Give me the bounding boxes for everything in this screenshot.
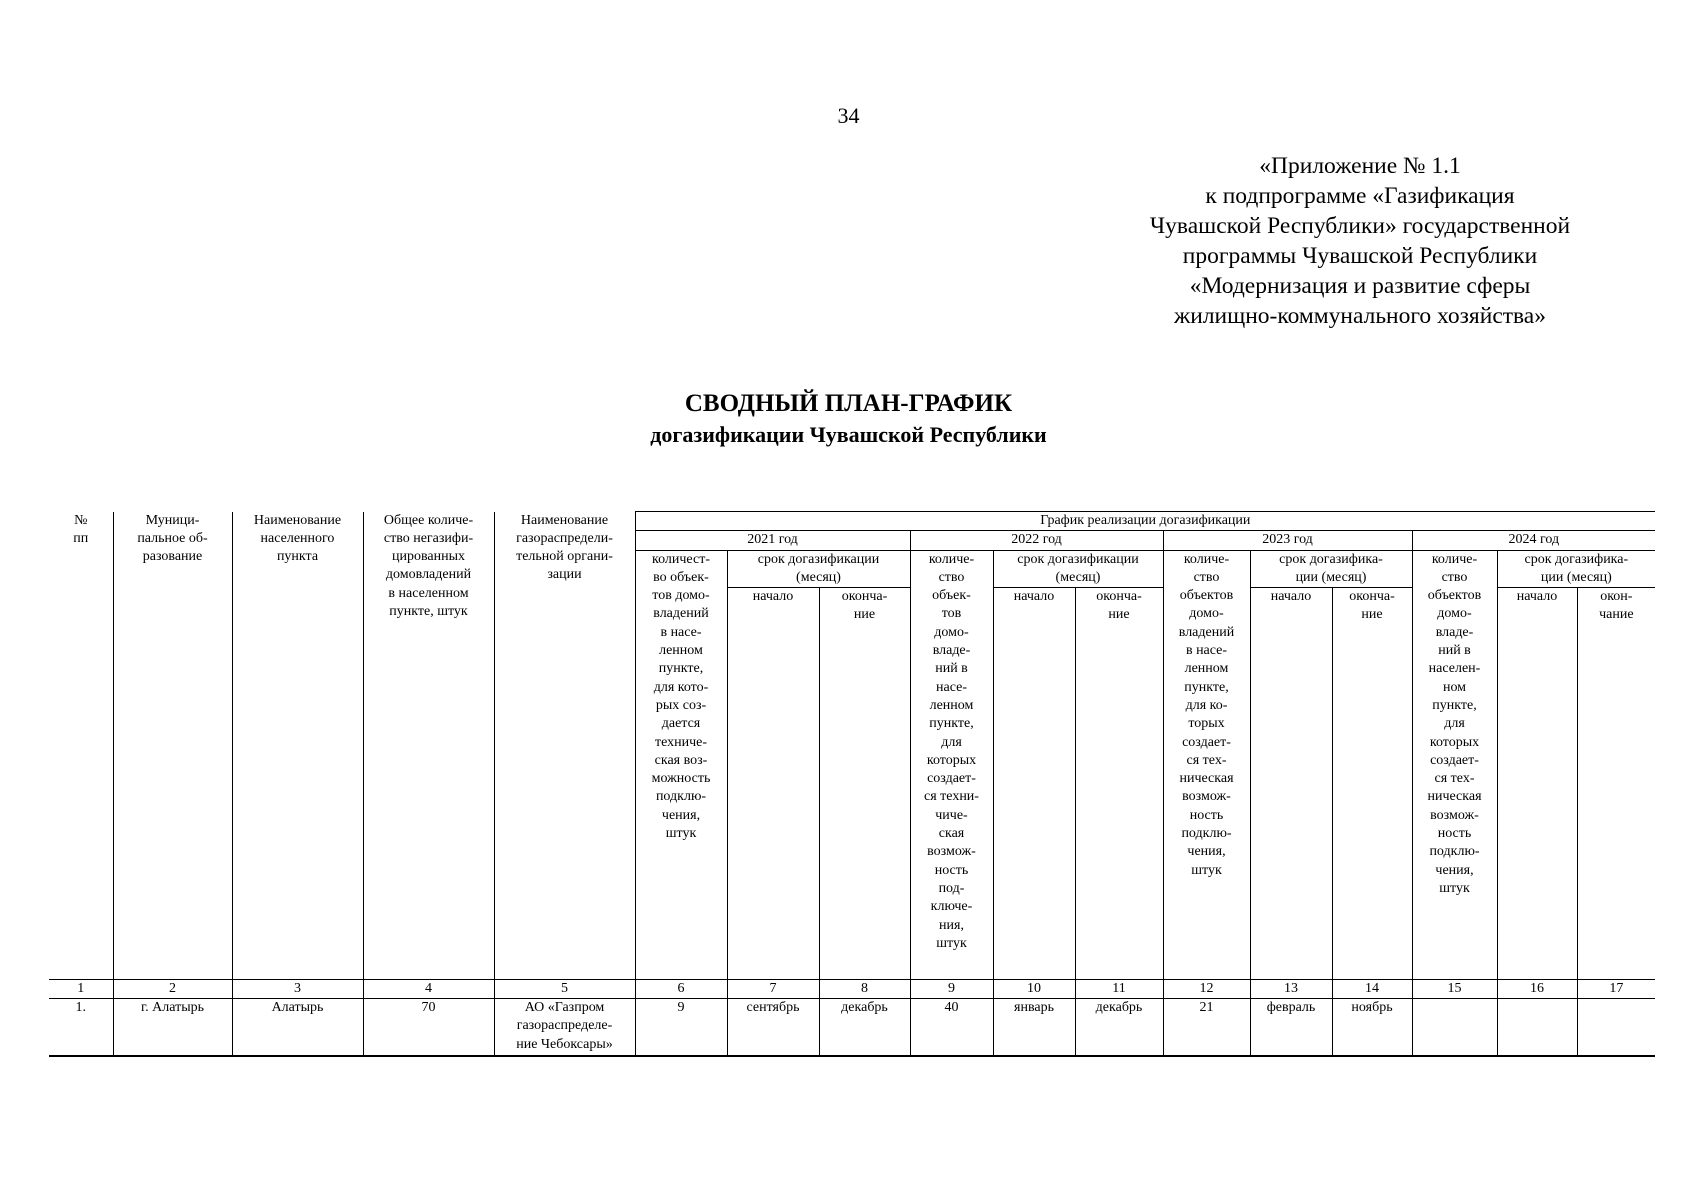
cell-count-2021: 9 [635,999,727,1057]
column-number: 4 [363,980,494,999]
column-number: 11 [1075,980,1163,999]
header-end-2021: оконча- ние [819,588,910,980]
cell-count-2022: 40 [910,999,993,1057]
header-count-2021: количест- во объек- тов домо- владений в насе- ленном пункте, для кото- рых соз- дается техниче- ская воз- можность подклю- чения, штук [635,550,727,980]
title-sub: догазификации Чувашской Республики [650,422,1047,447]
header-schedule: График реализации догазификации [635,512,1655,531]
page-number: 34 [837,103,860,128]
column-number: 17 [1577,980,1655,999]
table-row [49,999,1655,1057]
cell-start-2023: февраль [1250,999,1332,1057]
cell-end-2023: ноябрь [1332,999,1412,1057]
appendix-line: жилищно-коммунального хозяйства» [1174,303,1546,329]
cell-count-2024 [1412,999,1497,1057]
column-number: 1 [49,980,113,999]
header-year-2022: 2022 год [910,531,1163,550]
appendix-line: Чувашской Республики» государственной [1149,213,1571,239]
header-term-2024: срок догазифика- ции (месяц) [1497,550,1655,588]
column-number: 3 [232,980,363,999]
header-year-2024: 2024 год [1412,531,1655,550]
cell-count-2023: 21 [1163,999,1250,1057]
appendix-line: «Модернизация и развитие сферы [1189,273,1531,299]
cell-start-2022: январь [993,999,1075,1057]
column-number: 9 [910,980,993,999]
header-end-2023: оконча- ние [1332,588,1412,980]
column-number: 5 [494,980,635,999]
column-number: 13 [1250,980,1332,999]
title-main: СВОДНЫЙ ПЛАН-ГРАФИК [684,390,1013,417]
header-municipality: Муници- пальное об- разование [113,512,232,980]
header-start-2021: начало [727,588,819,980]
cell-end-2024 [1577,999,1655,1057]
column-number: 12 [1163,980,1250,999]
appendix-note [1080,151,1640,331]
appendix-line: «Приложение № 1.1 [1259,153,1461,179]
cell-num: 1. [49,999,113,1057]
schedule-table [49,511,1655,1057]
column-numbers-row [49,980,1655,999]
header-end-2022: оконча- ние [1075,588,1163,980]
header-start-2022: начало [993,588,1075,980]
column-number: 2 [113,980,232,999]
header-term-2021: срок догазификации (месяц) [727,550,910,588]
column-number: 15 [1412,980,1497,999]
header-term-2023: срок догазифика- ции (месяц) [1250,550,1412,588]
header-end-2024: окон- чание [1577,588,1655,980]
cell-gas-org: АО «Газпром газораспределе- ние Чебоксары» [494,999,635,1057]
cell-settlement: Алатырь [232,999,363,1057]
header-count-2023: количе- ство объектов домо- владений в насе- ленном пункте, для ко- торых создает- ся тех- ническая возмож- ность подклю- чения, штук [1163,550,1250,980]
cell-total-households: 70 [363,999,494,1057]
header-total-households: Общее количе- ство негазифи- цированных домовладений в населенном пункте, штук [363,512,494,980]
document-title [0,388,1697,450]
column-number: 6 [635,980,727,999]
column-number: 8 [819,980,910,999]
appendix-line: программы Чувашской Республики [1182,243,1538,269]
column-number: 10 [993,980,1075,999]
cell-end-2021: декабрь [819,999,910,1057]
cell-municipality: г. Алатырь [113,999,232,1057]
header-gas-org: Наименование газораспредели- тельной органи- зации [494,512,635,980]
cell-start-2021: сентябрь [727,999,819,1057]
column-number: 7 [727,980,819,999]
column-number: 16 [1497,980,1577,999]
header-num: № пп [49,512,113,980]
cell-end-2022: декабрь [1075,999,1163,1057]
column-number: 14 [1332,980,1412,999]
header-year-2021: 2021 год [635,531,910,550]
appendix-line: к подпрограмме «Газификация [1205,183,1515,209]
header-term-2022: срок догазификации (месяц) [993,550,1163,588]
header-count-2022: количе- ство объек- тов домо- владе- ний в насе- ленном пункте, для которых создает- ся техни- чиче- ская возмож- ность под- ключе- ния, штук [910,550,993,980]
header-settlement: Наименование населенного пункта [232,512,363,980]
header-year-2023: 2023 год [1163,531,1412,550]
header-start-2024: начало [1497,588,1577,980]
header-start-2023: начало [1250,588,1332,980]
header-count-2024: количе- ство объектов домо- владе- ний в населен- ном пункте, для которых создает- ся тех- ническая возмож- ность подклю- чения, штук [1412,550,1497,980]
cell-start-2024 [1497,999,1577,1057]
